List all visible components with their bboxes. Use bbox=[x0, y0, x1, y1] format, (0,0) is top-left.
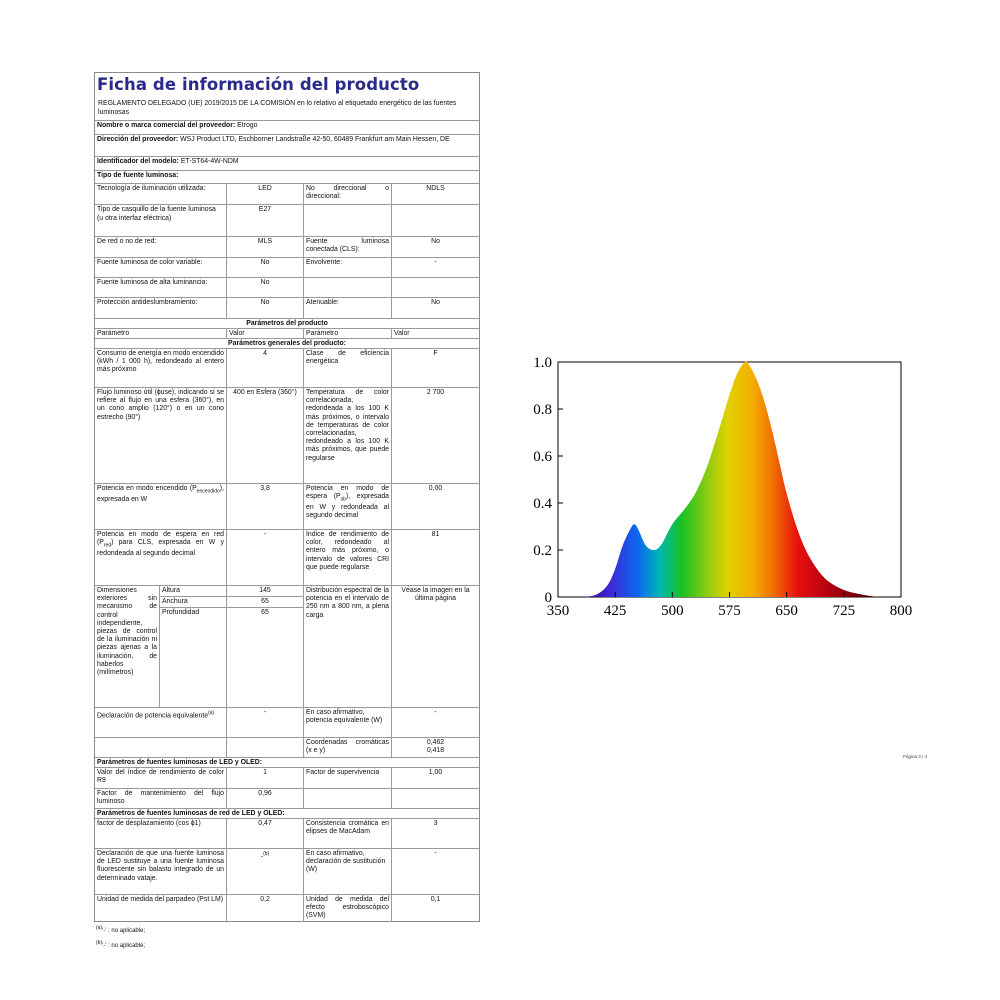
chromaticity-label: Coordenadas cromáticas (x e y) bbox=[303, 738, 391, 757]
envelope-value: - bbox=[391, 258, 479, 277]
flicker-value: 0,2 bbox=[226, 895, 303, 922]
flux-value: 400 en Esfera (360°) bbox=[226, 388, 303, 483]
y-tick-label: 0.2 bbox=[533, 543, 552, 559]
flux-row bbox=[95, 387, 479, 483]
tech-row bbox=[95, 183, 479, 204]
svm-value: 0,1 bbox=[391, 895, 479, 922]
dimensions-label: Dimensiones exteriores sin mecanismo de control independiente, piezas de control de la iluminación ni piezas ajenas a la iluminación, de haberlos (milímetros) bbox=[97, 587, 157, 677]
footnotes bbox=[96, 922, 145, 952]
model-row bbox=[95, 156, 479, 170]
x-tick-label: 650 bbox=[775, 603, 798, 619]
displacement-value: 0,47 bbox=[226, 819, 303, 848]
high-luminance-row bbox=[95, 277, 479, 297]
equivalent-power-yes-value: - bbox=[391, 708, 479, 737]
light-source-type-label: Tipo de fuente luminosa: bbox=[97, 172, 179, 179]
model-label: Identificador del modelo: bbox=[97, 158, 179, 165]
spd-label: Distribución espectral de la potencia en el intervalo de 250 nm a 800 nm, a plena carga bbox=[303, 586, 391, 707]
macadam-value: 3 bbox=[391, 819, 479, 848]
mains-value: MLS bbox=[226, 237, 303, 257]
chromaticity-row bbox=[95, 737, 479, 757]
energy-label: Consumo de energía en modo encendido (kWh / 1 000 h), redondeado al entero más próximo bbox=[97, 350, 224, 374]
r9-label: Valor del índice de rendimiento de color R9 bbox=[97, 769, 224, 785]
spectral-distribution-chart bbox=[520, 350, 940, 630]
cct-label: Temperatura de color correlacionada, redondeada a los 100 K más próximos, o intervalo de temperaturas de color correlacionadas, redondeado a los 100 K más próximos, que puede regularse bbox=[303, 388, 391, 483]
supplier-address-row bbox=[95, 134, 479, 156]
supplier-name-label: Nombre o marca comercial del proveedor: bbox=[97, 122, 236, 129]
tech-value: LED bbox=[226, 184, 303, 204]
dimensions-row bbox=[95, 585, 479, 707]
sheet-title: Ficha de información del producto bbox=[97, 75, 420, 94]
cri-label: Índice de rendimiento de color, redondeado al entero más próximo, o intervalo de valores CRI que puede regularse bbox=[303, 530, 391, 585]
supplier-name-value: Etrogo bbox=[237, 122, 258, 129]
y-tick-label: 0 bbox=[544, 590, 552, 606]
column-header-row bbox=[95, 328, 479, 338]
maintenance-value: 0,96 bbox=[226, 789, 303, 808]
cap-row bbox=[95, 204, 479, 236]
equivalent-power-yes-label: En caso afirmativo, potencia equivalente (W) bbox=[303, 708, 391, 737]
maintenance-row bbox=[95, 788, 479, 808]
supplier-address-value: WSJ Product LTD, Eschborner Landstraße 42-50, 60489 Frankfurt am Main Hessen, DE bbox=[180, 136, 450, 143]
y-axis bbox=[533, 355, 563, 606]
y-tick-label: 0.8 bbox=[533, 402, 552, 418]
x-tick-label: 350 bbox=[546, 603, 570, 619]
equivalent-power-row bbox=[95, 707, 479, 737]
antiglare-value: No bbox=[226, 298, 303, 318]
displacement-label: factor de desplazamiento (cos ɸ1) bbox=[97, 820, 201, 827]
replacement-yes-label: En caso afirmativo, declaración de sustitución (W) bbox=[303, 849, 391, 894]
flicker-row bbox=[95, 894, 479, 922]
energy-row bbox=[95, 348, 479, 387]
chromaticity-x: 0,462 bbox=[426, 739, 445, 746]
standby-power-value: 0,00 bbox=[391, 484, 479, 529]
replacement-value: -$^{(b)}$ bbox=[226, 849, 303, 894]
colour-tunable-value: No bbox=[226, 258, 303, 277]
depth-label: Profundidad bbox=[162, 609, 200, 616]
params-header: Parámetros del producto bbox=[246, 320, 328, 327]
width-value: 65 bbox=[227, 597, 303, 608]
r9-row bbox=[95, 767, 479, 788]
dimmable-label: Atenuable: bbox=[303, 298, 391, 318]
y-tick-label: 0.6 bbox=[533, 449, 552, 465]
flux-label: Flujo luminoso útil (ɸuse), indicando si se refiere al flujo en una esfera (360°), en un cono amplio (120°) o en un cono estrecho (90°) bbox=[97, 389, 224, 421]
x-tick-label: 425 bbox=[603, 603, 627, 619]
params-header-row bbox=[95, 318, 479, 328]
on-mode-power-row bbox=[95, 483, 479, 529]
replacement-yes-value: - bbox=[391, 849, 479, 894]
equivalent-power-value: - bbox=[226, 708, 303, 737]
energy-value: 4 bbox=[226, 349, 303, 387]
antiglare-label: Protección antideslumbramiento: bbox=[97, 299, 198, 306]
depth-value: 65 bbox=[261, 609, 269, 616]
col-param-2: Parámetro bbox=[303, 329, 391, 338]
nondirectional-label: No direccional o direccional: bbox=[303, 184, 391, 204]
macadam-label: Consistencia cromática en elipses de MacAdam bbox=[303, 819, 391, 848]
general-params-row bbox=[95, 338, 479, 348]
on-mode-power-label: Potencia en modo encendido $(P_{encendido})$, expresada en W bbox=[97, 485, 224, 503]
dimmable-value: No bbox=[391, 298, 479, 318]
networked-standby-value: - bbox=[226, 530, 303, 585]
col-value-1: Valor bbox=[226, 329, 303, 338]
footnote-a: $^{(a)}$'-' : no aplicable; bbox=[96, 925, 146, 934]
maintenance-label: Factor de mantenimiento del flujo luminoso bbox=[97, 790, 224, 806]
supplier-address-label: Dirección del proveedor: bbox=[97, 136, 179, 143]
replacement-label: Declaración de que una fuente luminosa de LED sustituye a una fuente luminosa fluorescente sin balasto integrado de un determinado vataje. bbox=[97, 850, 224, 882]
r9-value: 1 bbox=[226, 768, 303, 788]
survival-value: 1,00 bbox=[391, 768, 479, 788]
col-param-1: Parámetro bbox=[97, 330, 130, 337]
replacement-row bbox=[95, 848, 479, 894]
product-info-sheet bbox=[94, 72, 480, 922]
width-label: Anchura bbox=[160, 597, 226, 608]
height-value: 145 bbox=[227, 586, 303, 597]
light-source-type-row bbox=[95, 170, 479, 183]
cct-value: 2 700 bbox=[391, 388, 479, 483]
high-luminance-value: No bbox=[226, 278, 303, 297]
footnote-b: $^{(b)}$'-' : no aplicable; bbox=[96, 940, 146, 949]
cap-label-1: Tipo de casquillo de la fuente luminosa bbox=[97, 206, 216, 213]
page-number: Página 3 / 4 bbox=[903, 754, 928, 759]
nondirectional-value: NDLS bbox=[391, 184, 479, 204]
cap-value: E27 bbox=[226, 205, 303, 236]
survival-label: Factor de supervivencia bbox=[303, 768, 391, 788]
x-tick-label: 575 bbox=[718, 603, 741, 619]
y-tick-label: 0.4 bbox=[533, 496, 552, 512]
cap-label-2: (u otra interfaz eléctrica) bbox=[97, 215, 172, 223]
on-mode-power-value: 3,8 bbox=[226, 484, 303, 529]
y-tick-label: 1.0 bbox=[533, 355, 552, 371]
model-value: ET-ST64-4W-NDM bbox=[180, 158, 239, 165]
antiglare-row bbox=[95, 297, 479, 318]
led-params-header: Parámetros de fuentes luminosas de LED y OLED: bbox=[97, 759, 263, 766]
regulation-text: REGLAMENTO DELEGADO (UE) 2019/2015 DE LA COMISIÓN en lo relativo al etiquetado energético de las fuentes luminosas bbox=[98, 100, 457, 116]
x-tick-label: 725 bbox=[832, 603, 856, 619]
standby-power-label: Potencia en modo de espera $(P_{sb})$, expresada en W y redondeada al segundo decimal bbox=[303, 484, 391, 529]
x-tick-label: 500 bbox=[661, 603, 684, 619]
mains-row bbox=[95, 236, 479, 257]
displacement-row bbox=[95, 818, 479, 848]
height-label: Altura bbox=[160, 586, 226, 597]
flicker-label: Unidad de medida del parpadeo (Pst LM) bbox=[97, 896, 224, 903]
x-tick-label: 800 bbox=[889, 603, 913, 619]
colour-tunable-row bbox=[95, 257, 479, 277]
svm-label: Unidad de medida del efecto estroboscópico (SVM) bbox=[303, 895, 391, 922]
equivalent-power-label: Declaración de potencia equivalente$^{(a)}$ bbox=[97, 710, 215, 720]
mains-label: De red o no de red: bbox=[97, 238, 157, 245]
col-value-2: Valor bbox=[391, 329, 479, 338]
networked-standby-label: Potencia en modo de espera en red $(P_{red})$ para CLS, expresada en W y redondeada al segundo decimal bbox=[97, 531, 224, 557]
spectrum-area bbox=[581, 361, 886, 597]
tech-label: Tecnología de iluminación utilizada: bbox=[97, 185, 206, 192]
colour-tunable-label: Fuente luminosa de color variable: bbox=[97, 259, 203, 266]
class-label: Clase de eficiencia energética bbox=[303, 349, 391, 387]
mains-led-params-row bbox=[95, 808, 479, 818]
cls-label: Fuente luminosa conectada (CLS): bbox=[303, 237, 391, 257]
cri-value: 81 bbox=[391, 530, 479, 585]
networked-standby-row bbox=[95, 529, 479, 585]
general-params-header: Parámetros generales del producto: bbox=[228, 340, 346, 347]
cls-value: No bbox=[391, 237, 479, 257]
supplier-name-row bbox=[95, 120, 479, 134]
high-luminance-label: Fuente luminosa de alta luminancia: bbox=[97, 279, 208, 286]
led-params-row bbox=[95, 757, 479, 767]
chromaticity-y: 0,418 bbox=[426, 747, 445, 755]
class-value: F bbox=[391, 349, 479, 387]
envelope-label: Envolvente: bbox=[303, 258, 391, 277]
spd-value: Véase la imagen en la última página bbox=[391, 586, 479, 707]
mains-led-params-header: Parámetros de fuentes luminosas de red de LED y OLED: bbox=[97, 810, 285, 817]
